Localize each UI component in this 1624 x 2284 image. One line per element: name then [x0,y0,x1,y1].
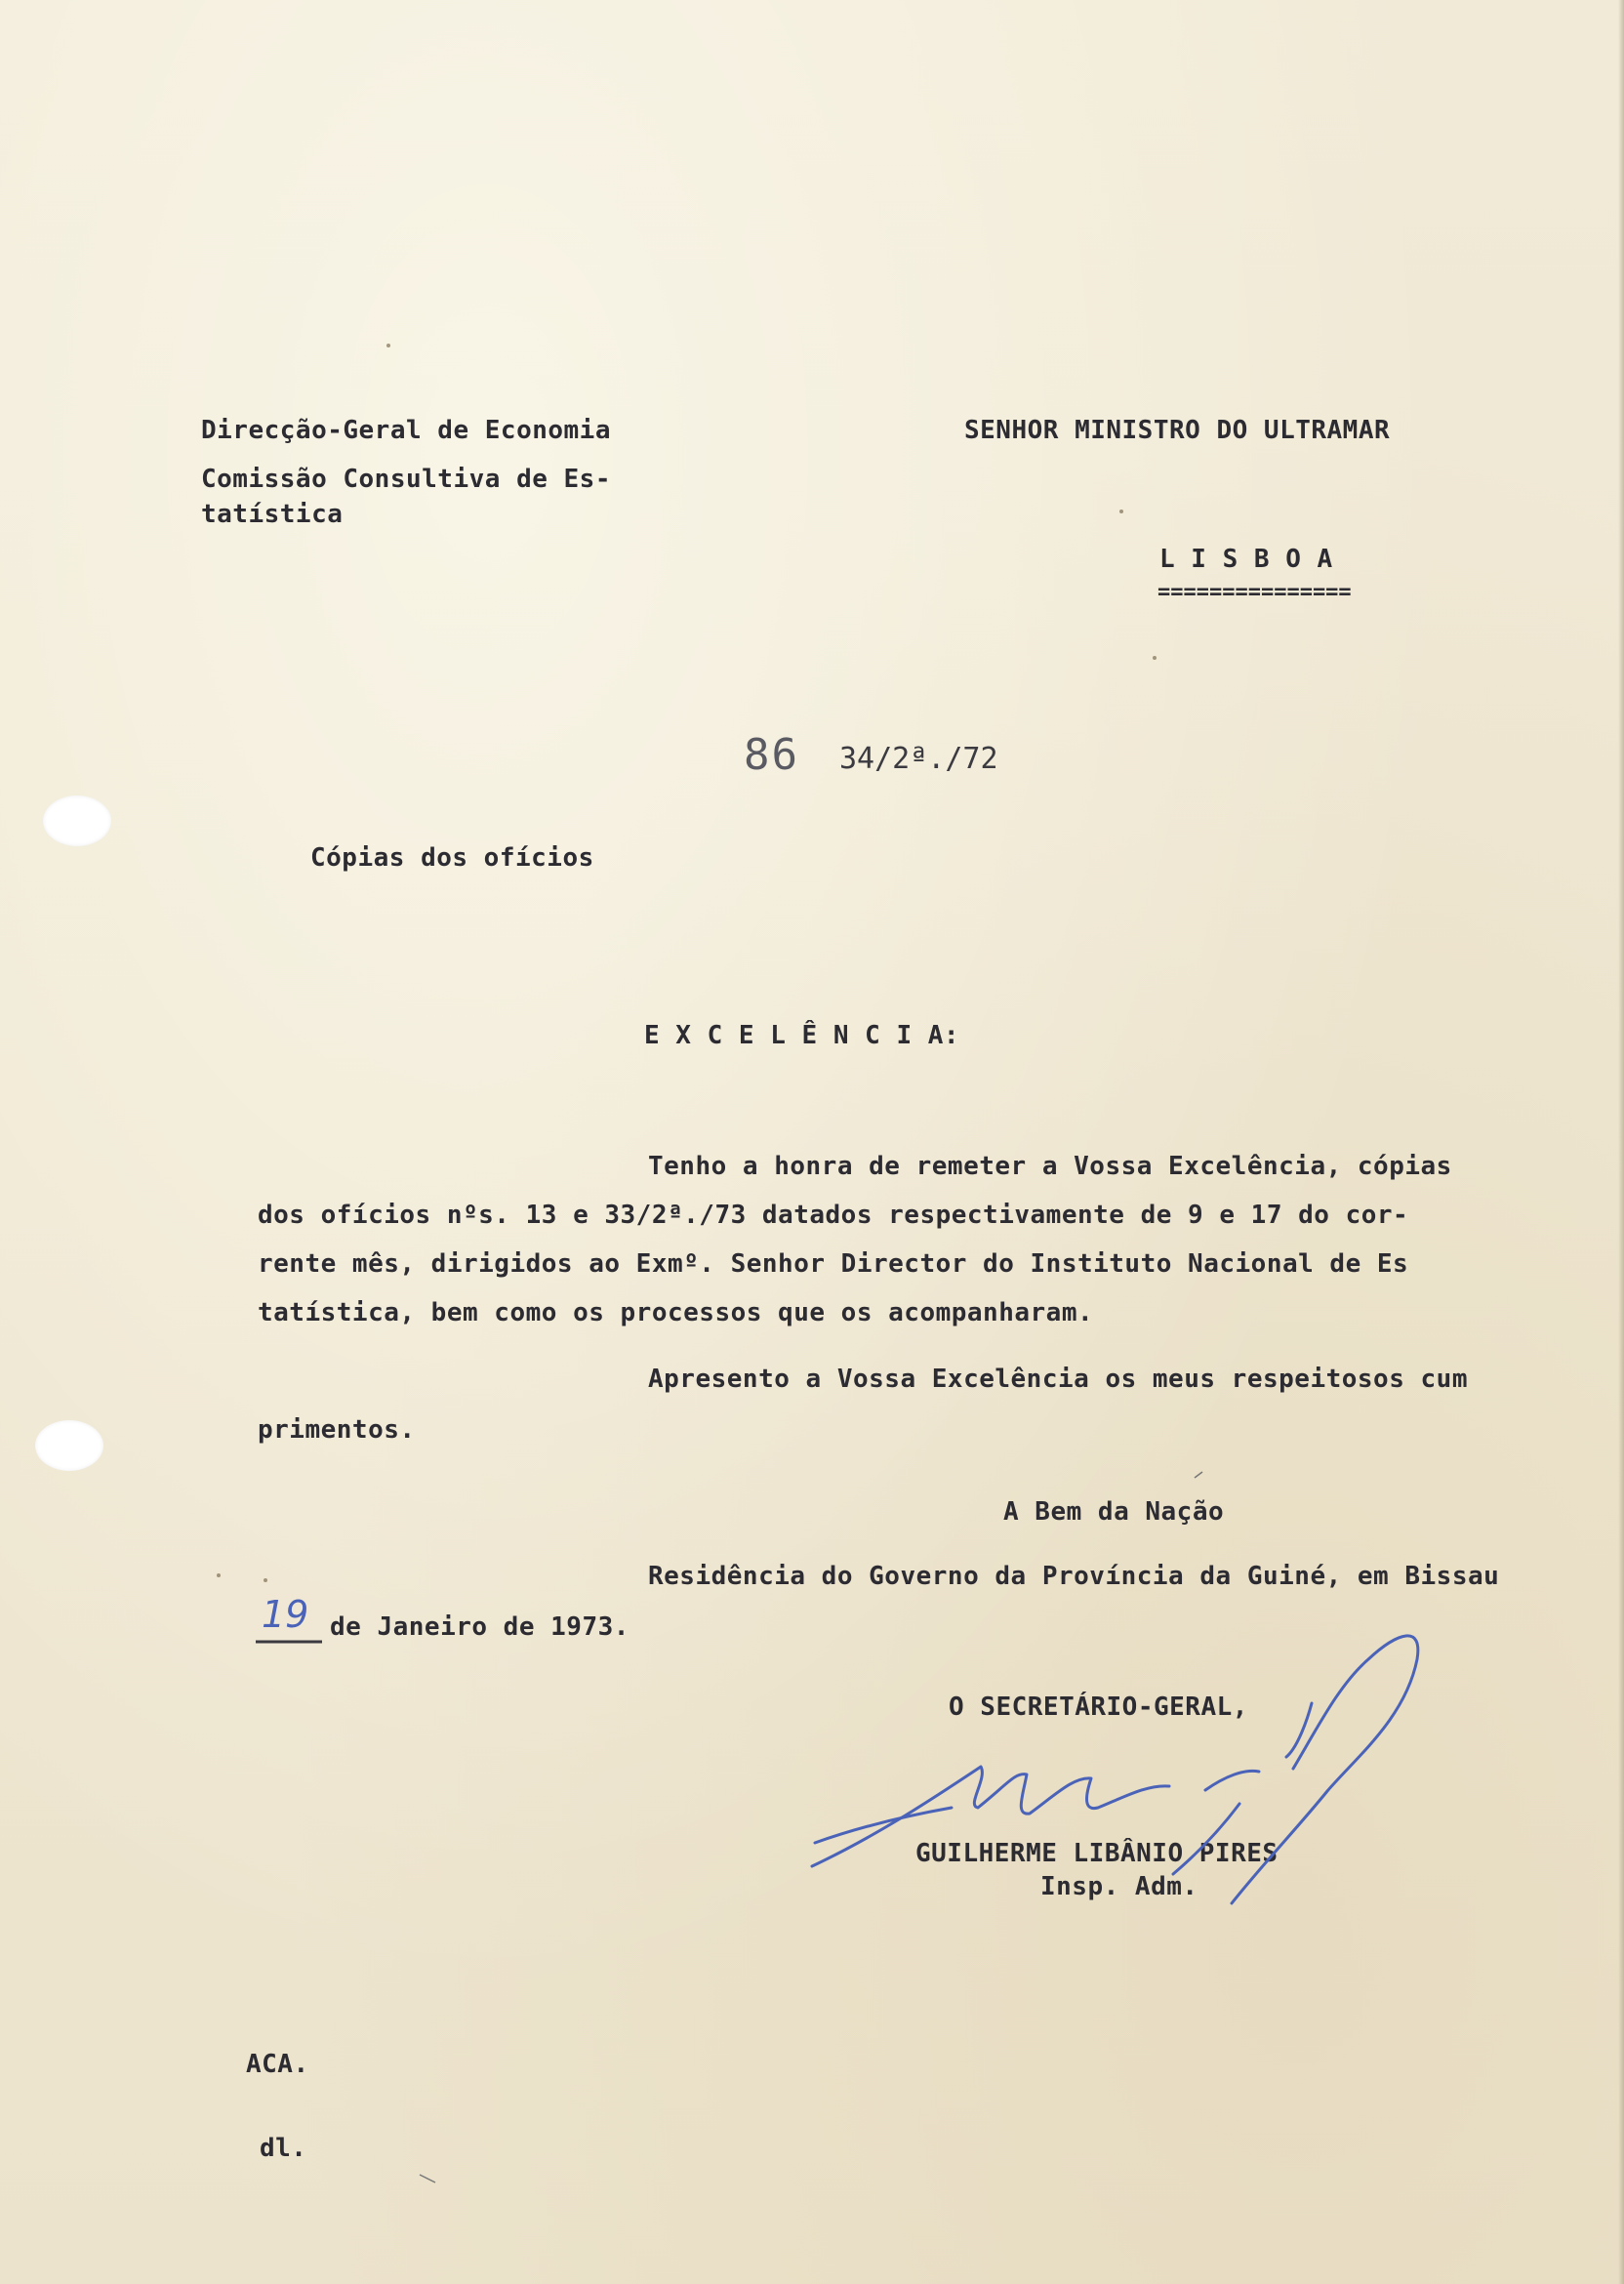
sender-line-1: Direcção-Geral de Economia [201,416,611,445]
signature-role: Insp. Adm. [1040,1872,1198,1901]
body-para2-line2: primentos. [258,1415,416,1445]
sender-line-2: Comissão Consultiva de Es- [201,465,611,494]
closing-motto: A Bem da Nação [1003,1497,1225,1527]
body-para1-line4: tatística, bem como os processos que os acompanharam. [258,1298,1094,1327]
footer-initials-2: dl. [260,2134,307,2163]
handwritten-date-day: 19 [262,1593,309,1636]
signature-title: O SECRETÁRIO-GERAL, [949,1693,1248,1722]
closing-date-rest: de Janeiro de 1973. [330,1612,629,1642]
signature-scribble [812,1636,1418,1903]
body-para1-line2: dos ofícios nºs. 13 e 33/2ª./73 datados respectivamente de 9 e 17 do cor- [258,1201,1409,1230]
reference-number: 86 [744,730,799,780]
sender-line-3: tatística [201,500,344,529]
recipient-city: L I S B O A [1159,545,1333,574]
subject-line: Cópias dos ofícios [310,843,594,873]
reference-code: 34/2ª./72 [839,742,998,776]
salutation: E X C E L Ê N C I A: [644,1021,960,1050]
closing-place-line: Residência do Governo da Província da Guiné, em Bissau [648,1562,1500,1591]
body-para2-line1: Apresento a Vossa Excelência os meus respeitosos cum [648,1365,1468,1394]
body-para1-line1: Tenho a honra de remeter a Vossa Excelência, cópias [648,1152,1452,1181]
footer-initials-1: ACA. [246,2050,309,2079]
body-para1-line3: rente mês, dirigidos ao Exmº. Senhor Director do Instituto Nacional de Es [258,1249,1409,1279]
recipient-city-underline: =============== [1157,580,1352,604]
recipient-line-1: SENHOR MINISTRO DO ULTRAMAR [964,416,1391,445]
pencil-mark [1195,1472,1202,1478]
pencil-mark [420,2175,435,2182]
signature-name: GUILHERME LIBÂNIO PIRES [915,1839,1279,1868]
